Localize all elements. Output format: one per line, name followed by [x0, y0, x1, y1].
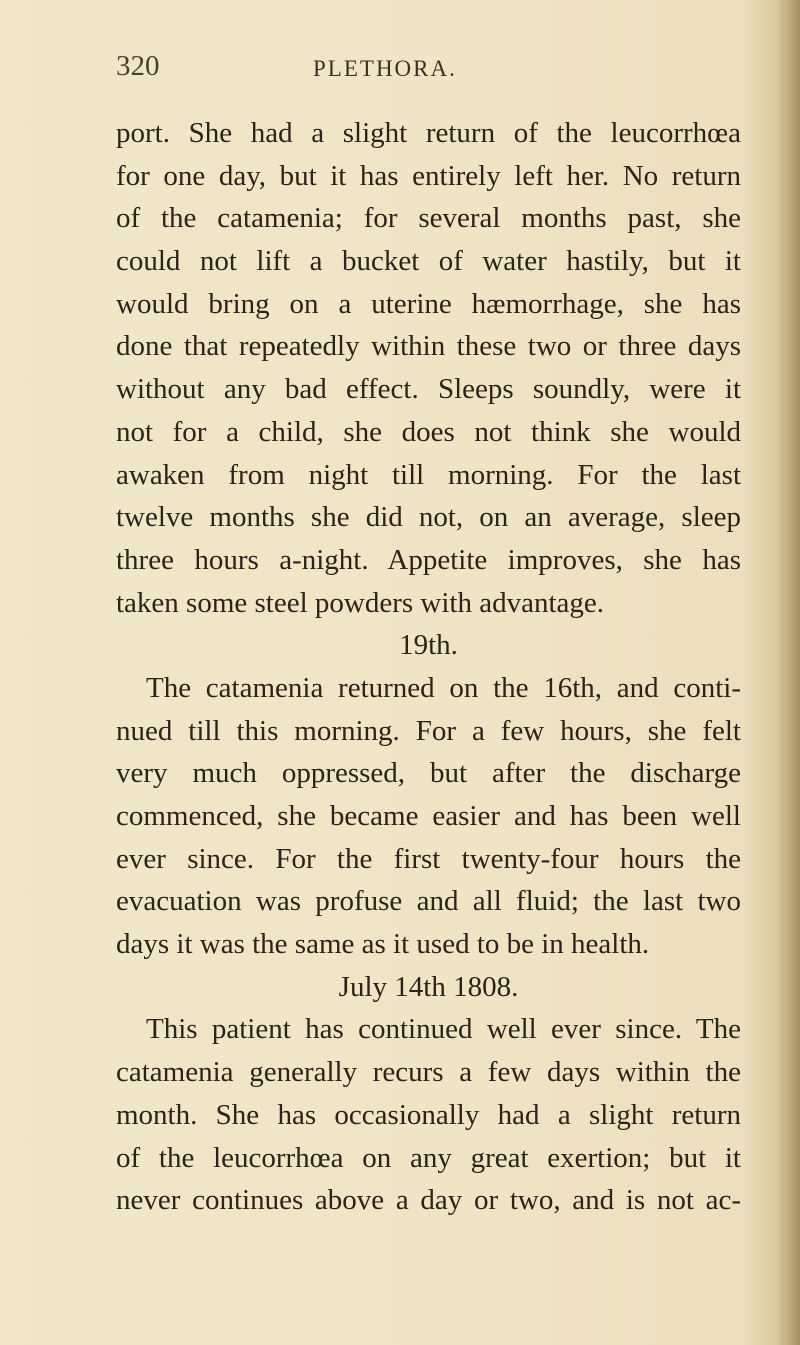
page-edge-shadow	[778, 0, 800, 1345]
date-heading: 19th.	[399, 629, 458, 662]
body-text	[116, 112, 741, 1222]
text-line: twelve months she did not, on an average, sleep	[116, 501, 741, 534]
text-line: awaken from night till morning. For the last	[116, 458, 741, 491]
text-line: of the catamenia; for several months past, she	[116, 202, 741, 235]
text-line: port. She had a slight return of the leucorrhœa	[116, 117, 741, 149]
text-line: of the leucorrhœa on any great exertion; but it	[116, 1141, 741, 1174]
text-line: not for a child, she does not think she would	[116, 415, 741, 448]
text-line: without any bad effect. Sleeps soundly, were it	[116, 373, 741, 406]
text-line: month. She has occasionally had a slight return	[116, 1098, 741, 1131]
date-heading: July 14th 1808.	[338, 970, 519, 1003]
text-line: This patient has continued well ever since. The	[146, 1013, 741, 1046]
text-line: nued till this morning. For a few hours, she felt	[116, 714, 741, 747]
text-line: for one day, but it has entirely left her. No return	[116, 159, 741, 192]
page-number: 320	[116, 50, 160, 82]
text-line: commenced, she became easier and has been well	[116, 800, 741, 832]
running-title: PLETHORA.	[313, 56, 457, 81]
page-header	[0, 50, 800, 90]
text-line: catamenia generally recurs a few days within the	[116, 1056, 741, 1089]
text-line: ever since. For the first twenty-four hours the	[116, 842, 741, 875]
text-line: evacuation was profuse and all fluid; the last two	[116, 885, 741, 918]
text-line: would bring on a uterine hæmorrhage, she has	[116, 287, 741, 320]
text-line: very much oppressed, but after the discharge	[116, 757, 741, 790]
text-line: could not lift a bucket of water hastily, but it	[116, 245, 741, 278]
text-line: three hours a-night. Appetite improves, she has	[116, 543, 741, 576]
text-line: days it was the same as it used to be in health.	[116, 928, 650, 961]
text-line: never continues above a day or two, and is not ac-	[116, 1184, 741, 1217]
text-line: done that repeatedly within these two or three days	[116, 330, 741, 363]
text-line: The catamenia returned on the 16th, and conti-	[146, 671, 741, 704]
text-line: taken some steel powders with advantage.	[116, 586, 605, 619]
